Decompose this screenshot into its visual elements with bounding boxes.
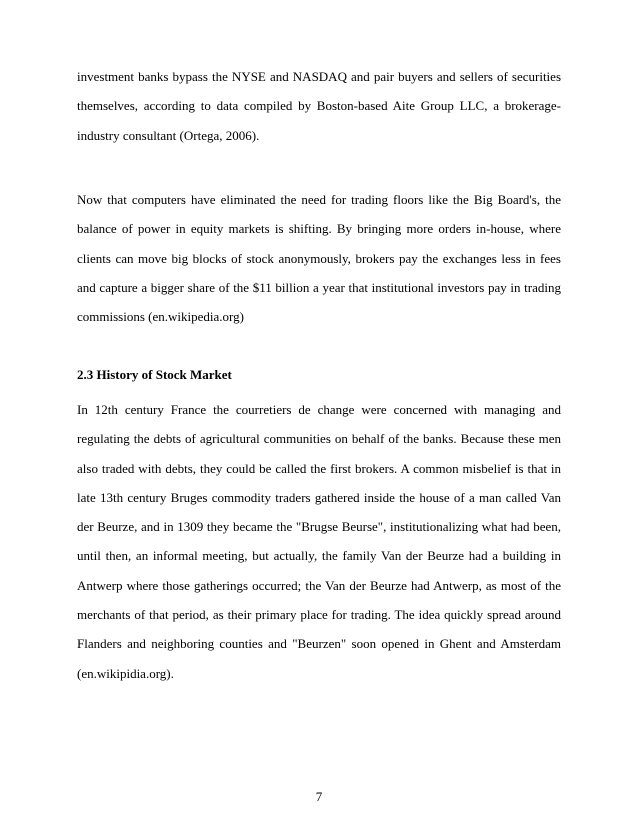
body-paragraph: Now that computers have eliminated the need for trading floors like the Big Board's, the balance of power in equity markets is shifting. By bringing more orders in-house, where clients can move big blocks of stock anonymously, brokers pay the exchanges less in fees and capture a bigger share of the $11 billion a year that institutional investors pay in trading commissions (en.wikipedia.org) bbox=[77, 192, 561, 325]
body-paragraph: investment banks bypass the NYSE and NASDAQ and pair buyers and sellers of securities themselves, according to data compiled by Boston-based Aite Group LLC, a brokerage-industry consultant (Ortega, 2006). bbox=[77, 69, 561, 143]
page-number: 7 bbox=[315, 789, 323, 804]
section-heading: 2.3 History of Stock Market bbox=[77, 367, 232, 382]
body-paragraph: In 12th century France the courretiers de change were concerned with managing and regulating the debts of agricultural communities on behalf of the banks. Because these men also traded with debts, they could be called the first brokers. A common misbelief is that in late 13th century Bruges commodity traders gathered inside the house of a man called Van der Beurze, and in 1309 they became the "Brugse Beurse", institutionalizing what had been, until then, an informal meeting, but actually, the family Van der Beurze had a building in Antwerp where those gatherings occurred; the Van der Beurze had Antwerp, as most of the merchants of that period, as their primary place for trading. The idea quickly spread around Flanders and neighboring counties and "Beurzen" soon opened in Ghent and Amsterdam (en.wikipidia.org). bbox=[77, 402, 561, 681]
